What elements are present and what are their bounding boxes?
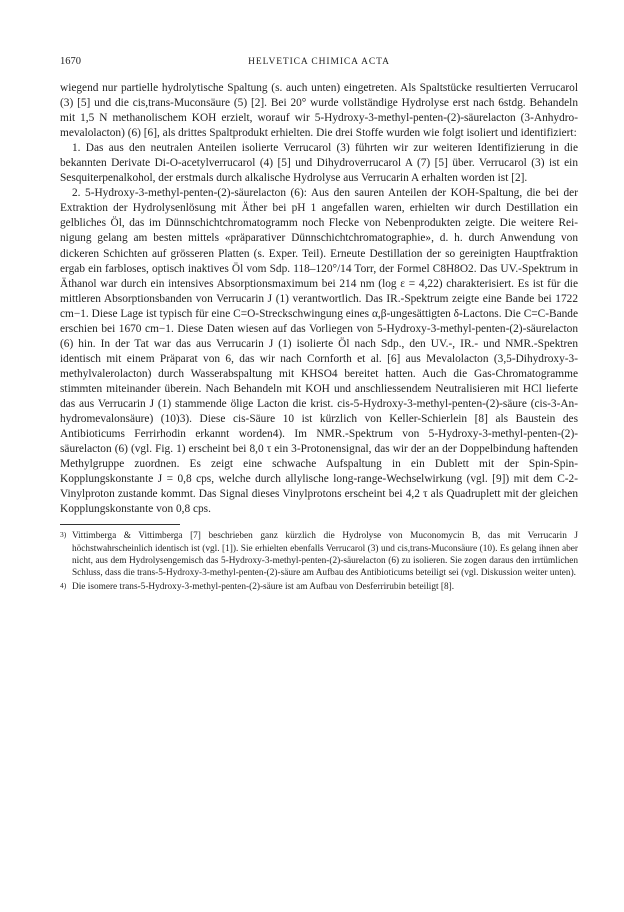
footnote-3 [60, 530, 578, 579]
footnote-text: Vittimberga & Vittimberga [7] beschrieben ganz kürzlich die Hydrolyse von Muconomycin B, das mit Verrucarin J höchstwahrscheinlich identisch ist (vgl. [1]). Sie erhielten ebenfalls Verrucarol (3) und cis,trans-Muconsäure (10). Es gelang ihnen aber nicht, aus dem Hydrolysengemisch das 5-Hydroxy-3-methyl-penten-(2)-säurelacton (6) zu isolieren. Sie zogen daraus den irrtümlichen Schluss, dass die trans-5-Hydroxy-3-methyl-penten-(2)-säure am Aufbau des Antibioticums beteiligt sei (vgl. Diskussion weiter unten). [72, 531, 578, 578]
journal-title: HELVETICA CHIMICA ACTA [248, 57, 390, 67]
page-number: 1670 [60, 56, 81, 67]
footnote-marker: 3) [60, 530, 67, 540]
footnote-text: Die isomere trans-5-Hydroxy-3-methyl-penten-(2)-säure ist am Aufbau von Desferrirubin beteiligt [8]. [72, 582, 455, 593]
footnote-4 [60, 581, 578, 593]
footnotes [60, 530, 578, 593]
paragraph-lacton: 2. 5-Hydroxy-3-methyl-penten-(2)-säurelacton (6): Aus den sauren Anteilen der KOH-Spaltung, die bei der Extraktion der Hydrolysenlösung mit Äther bei pH 1 angefallen waren, erhielten wir durch Destillation ein gelbliches Öl, das im Dünnschichtchromatogramm noch Flecke von Nebenprodukten zeigte. Die weitere Reinigung gelang am besten mittels «präparativer Dünnschichtchromatographie», d. h. durch Anwendung von dickeren Schichten auf grösseren Platten (s. Exper. Teil). Erneute Destillation der so gereinigten Hauptfraktion ergab ein farbloses, optisch inaktives Öl vom Sdp. 118–120°/14 Torr, der Formel C8H8O2. Das UV.-Spektrum in Äthanol war durch ein intensives Absorptionsmaximum bei 214 nm (log ε = 4,22) charakterisiert. Es ist für die mittleren Absorptionsbanden von Verrucarin J (1) verantwortlich. Das IR.-Spektrum zeigte eine Bande bei 1722 cm−1. Diese Lage ist typisch für eine C=O-Streckschwingung eines α,β-ungesättigten δ-Lactons. Die C=C-Bande erschien bei 1670 cm−1. Diese Daten wiesen auf das Vorliegen von 5-Hydroxy-3-methyl-penten-(2)-säurelacton (6) hin. In der Tat war das aus Verrucarin J (1) isolierte Öl nach Sdp., den UV.-, IR.- und NMR.-Spektren identisch mit einem Präparat von 6, das wir nach Cornforth et al. [6] aus Mevalolacton (3,5-Dihydroxy-3-methylvalerolacton) durch Wasserabspaltung mit KHSO4 bereitet hatten. Auch die Gas-Chromatogramme stimmten miteinander überein. Nach Behandeln mit KOH und anschliessendem Neutralisieren mit HCl lieferte das aus Verrucarin J (1) stammende ölige Lacton die krist. cis-5-Hydroxy-3-methyl-penten-(2)-säure (cis-3-Anhydromevalonsäure) (10)3). Diese cis-Säure 10 ist kürzlich von Keller-Schierlein [8] als Baustein des Antibioticums Ferrirhodin erkannt worden4). Im NMR.-Spektrum von 5-Hydroxy-3-methyl-penten-(2)-säurelacton (6) (vgl. Fig. 1) erscheint bei 8,0 τ ein 3-Protonensignal, das wir der an der Doppelbindung haftenden Methylgruppe zuordnen. Es zeigt eine schwache Aufspaltung in ein Dublett mit der Spin-Spin-Kopplungskonstante J = 0,8 cps, welche durch allylische long-range-Wechselwirkung (vgl. [9]) mit dem C-2-Vinylproton zustande kommt. Das Signal dieses Vinylprotons erscheint bei 4,2 τ als Quadruplett mit der gleichen Kopplungskonstante von 0,8 cps. [60, 187, 578, 516]
footnote-divider [60, 524, 180, 525]
paragraph-verrucarol: 1. Das aus den neutralen Anteilen isolierte Verrucarol (3) führten wir zur weiteren Identifizierung in die bekannten Derivate Di-O-acetylverrucarol (4) [5] und Dihydroverrucarol A (7) [5] über. Verrucarol (3) ist ein Sesquiterpenalkohol, der erstmals durch alkalische Hydrolyse aus Verrucarin A erhalten worden ist [2]. [60, 142, 578, 185]
body-text [60, 81, 578, 517]
paragraph-intro: wiegend nur partielle hydrolytische Spaltung (s. auch unten) eingetreten. Als Spaltstücke resultierten Verrucarol (3) [5] und die cis,trans-Muconsäure (5) [2]. Bei 20° wurde vollständige Hydrolyse erst nach 6stdg. Behandeln mit 1,5 N methanolischem KOH erzielt, worauf wir 5-Hydroxy-3-methyl-penten-(2)-säurelacton (3-Anhydromevalolacton) (6) [6], als drittes Spaltprodukt erhielten. Die drei Stoffe wurden wie folgt isoliert und identifiziert: [60, 82, 578, 140]
journal-page [60, 56, 578, 595]
footnote-marker: 4) [60, 581, 67, 591]
running-header [60, 56, 578, 74]
